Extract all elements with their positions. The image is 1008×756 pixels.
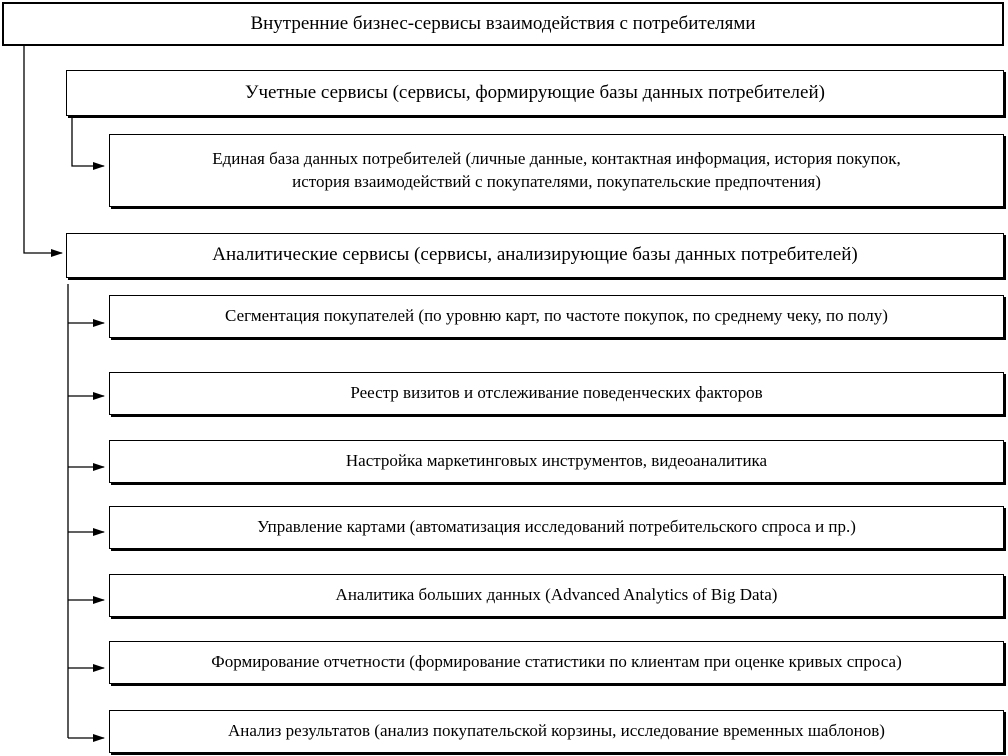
marketing-tools-label: Настройка маркетинговых инструментов, видеоаналитика bbox=[345, 451, 768, 471]
customer-database-line-2: история взаимодействий с покупателями, покупательские предпочтения) bbox=[292, 171, 821, 191]
root-box bbox=[2, 2, 1004, 46]
card-management-box bbox=[109, 506, 1004, 549]
results-analysis-label: Анализ результатов (анализ покупательской корзины, исследование временных шаблонов) bbox=[228, 721, 885, 741]
visit-registry-label: Реестр визитов и отслеживание поведенческих факторов bbox=[350, 383, 763, 403]
visit-registry-box bbox=[109, 372, 1004, 415]
results-analysis-box bbox=[109, 710, 1004, 753]
analytics-services-label: Аналитические сервисы (сервисы, анализирующие базы данных потребителей) bbox=[212, 244, 858, 266]
segmentation-box bbox=[109, 295, 1004, 338]
big-data-analytics-label: Аналитика больших данных (Advanced Analytics of Big Data) bbox=[335, 585, 778, 605]
reporting-box bbox=[109, 641, 1004, 684]
marketing-tools-box bbox=[109, 440, 1004, 483]
segmentation-label: Сегментация покупателей (по уровню карт, по частоте покупок, по среднему чеку, по полу) bbox=[225, 306, 888, 326]
accounting-services-label: Учетные сервисы (сервисы, формирующие базы данных потребителей) bbox=[245, 81, 825, 103]
reporting-label: Формирование отчетности (формирование статистики по клиентам при оценке кривых спроса) bbox=[211, 652, 902, 672]
customer-database-line-1: Единая база данных потребителей (личные данные, контактная информация, история покупок, bbox=[212, 149, 901, 169]
root-connector bbox=[24, 46, 62, 253]
accounting-services-box bbox=[66, 70, 1004, 116]
accounting-connector bbox=[72, 117, 104, 166]
analytics-services-box bbox=[66, 233, 1004, 278]
big-data-analytics-box bbox=[109, 574, 1004, 617]
card-management-label: Управление картами (автоматизация исследований потребительского спроса и пр.) bbox=[257, 517, 856, 537]
root-label: Внутренние бизнес-сервисы взаимодействия с потребителями bbox=[250, 12, 756, 34]
customer-database-box bbox=[109, 134, 1004, 207]
